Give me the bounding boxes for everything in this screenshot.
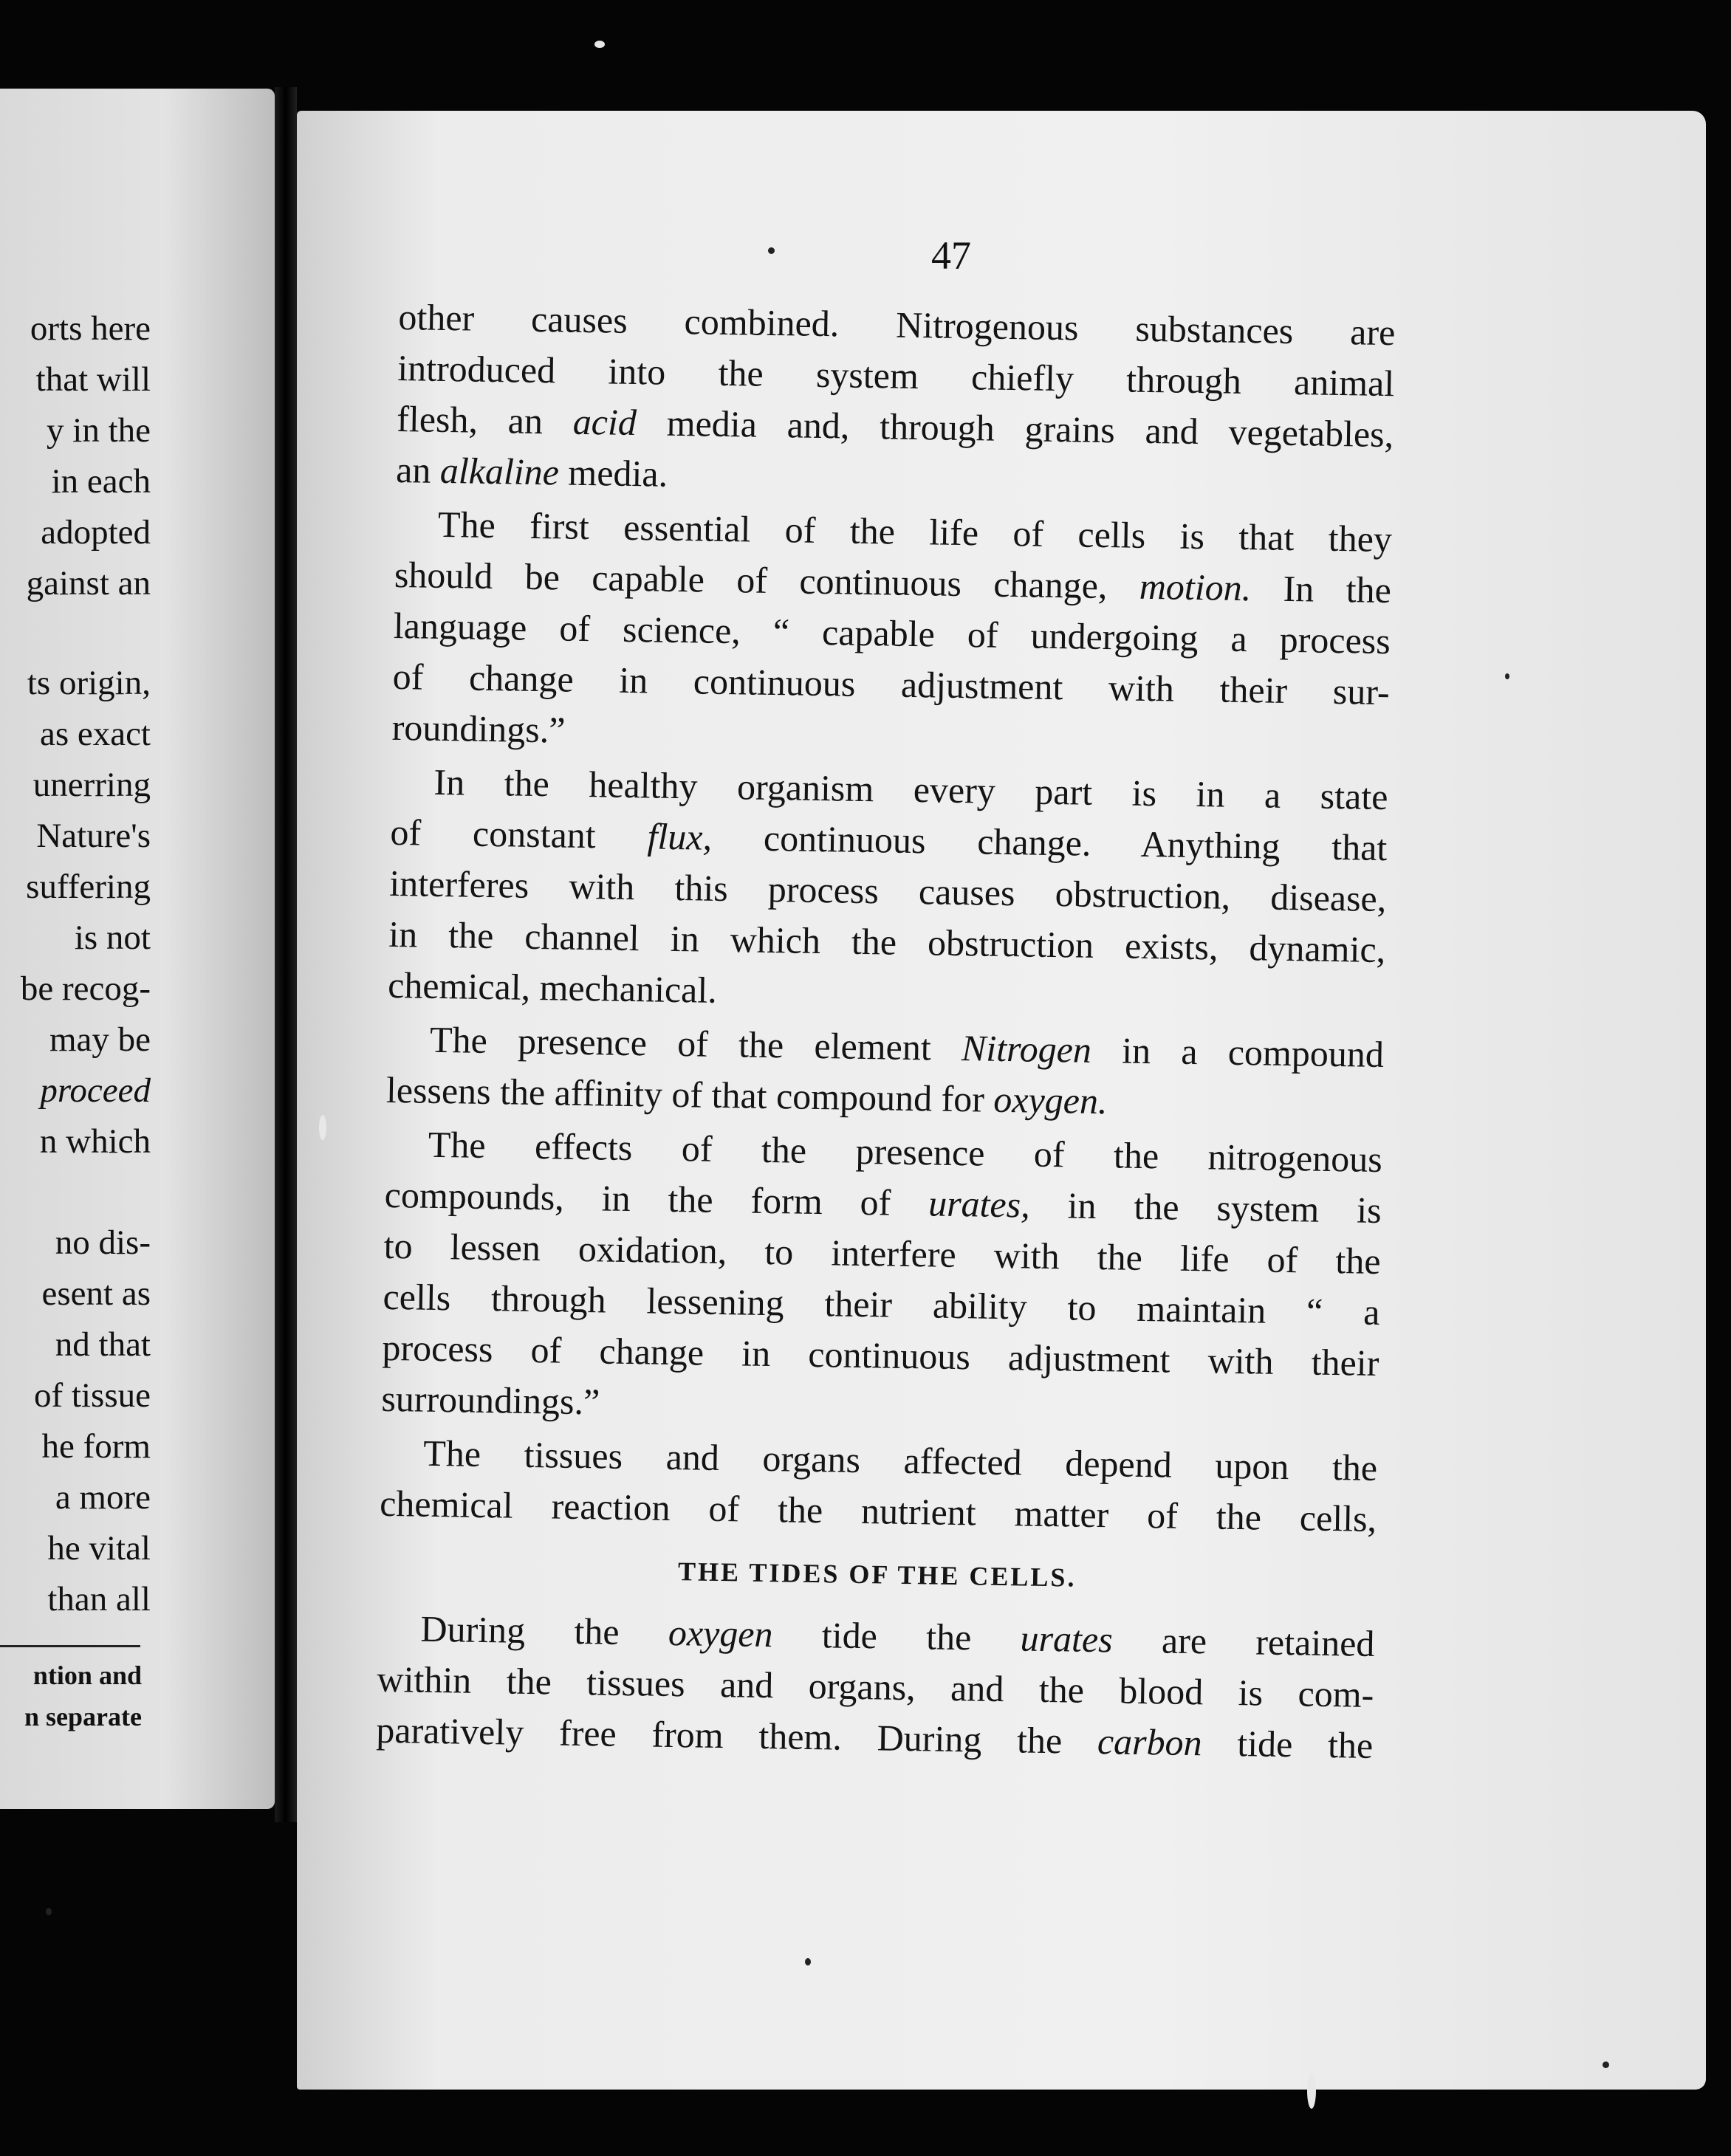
body-line: should be capable of continuous change, motion. In the	[394, 553, 1392, 611]
scan-speck	[1603, 2061, 1609, 2068]
left-page-line: n which	[39, 1122, 151, 1161]
section-heading: THE TIDES OF THE CELLS.	[677, 1556, 1077, 1593]
left-page-line: he form	[41, 1427, 151, 1466]
page-number: 47	[931, 233, 971, 278]
body-line: of constant flux, continuous change. Anything that	[390, 811, 1388, 869]
left-page-line: he vital	[47, 1529, 151, 1568]
body-line: paratively free from them. During the carbon tide the	[375, 1709, 1374, 1766]
left-facing-page	[0, 89, 275, 1809]
left-page-line: proceed	[40, 1071, 151, 1110]
body-line: The presence of the element Nitrogen in a compound	[429, 1018, 1385, 1076]
scan-speck	[46, 1908, 52, 1915]
body-line: to lessen oxidation, to interfere with the life of the	[383, 1224, 1381, 1283]
body-line: During the oxygen tide the urates are retained	[420, 1607, 1375, 1664]
left-page-line: in each	[51, 462, 151, 501]
body-line: an alkaline media.	[395, 448, 668, 495]
body-line: within the tissues and organs, and the blood is com-	[377, 1658, 1374, 1715]
scan-speck	[805, 1958, 811, 1966]
body-line: chemical reaction of the nutrient matter of the cells,	[379, 1482, 1377, 1539]
left-page-line: as exact	[39, 715, 151, 753]
body-line: roundings.”	[391, 706, 566, 751]
left-page-line: of tissue	[34, 1376, 151, 1415]
page-body	[376, 292, 1396, 1771]
left-page-line: y in the	[47, 411, 151, 450]
body-line: The effects of the presence of the nitrogenous	[428, 1123, 1383, 1181]
left-page-line: no dis-	[55, 1223, 151, 1262]
scan-speck	[594, 41, 605, 48]
left-page-footnote-line: ntion and	[32, 1661, 142, 1690]
body-line: other causes combined. Nitrogenous substances are	[398, 295, 1396, 354]
body-line: in the channel in which the obstruction exists, dynamic,	[388, 913, 1386, 971]
body-line: language of science, “ capable of undergoing a process	[393, 604, 1391, 662]
scan-speck	[319, 1115, 326, 1140]
body-line: of change in continuous adjustment with their sur-	[392, 655, 1391, 713]
left-page-line: than all	[47, 1580, 151, 1618]
body-line: flesh, an acid media and, through grains and vegetables,	[396, 397, 1394, 456]
left-page-footnote-line: n separate	[24, 1702, 142, 1731]
left-page-line: Nature's	[36, 817, 151, 855]
body-line: lessens the affinity of that compound for oxygen.	[385, 1068, 1108, 1122]
scan-speck	[768, 247, 775, 254]
body-line: The first essential of the life of cells is that they	[437, 503, 1393, 560]
body-line: The tissues and organs affected depend upon the	[422, 1432, 1378, 1489]
left-page-line: orts here	[30, 309, 151, 348]
left-page-line: may be	[49, 1020, 151, 1059]
left-page-line: a more	[55, 1478, 151, 1517]
scan-speck	[1505, 673, 1509, 679]
left-page-line: unerring	[32, 766, 151, 804]
body-line: cells through lessening their ability to maintain “ a	[383, 1275, 1380, 1333]
scan-speck	[1307, 2073, 1316, 2109]
left-page-line: adopted	[41, 513, 151, 552]
book-gutter	[275, 87, 297, 1822]
body-line: surroundings.”	[381, 1377, 600, 1423]
body-line: In the healthy organism every part is in a state	[433, 761, 1388, 818]
body-line: process of change in continuous adjustment with their	[382, 1326, 1379, 1384]
left-page-line: is not	[74, 919, 151, 957]
left-page-line: nd that	[55, 1325, 151, 1364]
left-page-line: that will	[35, 360, 151, 399]
left-page-line: gainst an	[26, 564, 151, 602]
left-page-line: be recog-	[20, 969, 151, 1008]
body-line: introduced into the system chiefly through animal	[397, 346, 1395, 405]
left-page-line: esent as	[41, 1274, 151, 1313]
left-page-line: ts origin,	[27, 664, 151, 702]
body-line: interferes with this process causes obstruction, disease,	[388, 862, 1387, 920]
body-line: chemical, mechanical.	[387, 964, 718, 1011]
body-line: compounds, in the form of urates, in the system is	[384, 1173, 1382, 1232]
left-page-line: suffering	[26, 868, 151, 906]
footnote-rule	[0, 1645, 140, 1647]
